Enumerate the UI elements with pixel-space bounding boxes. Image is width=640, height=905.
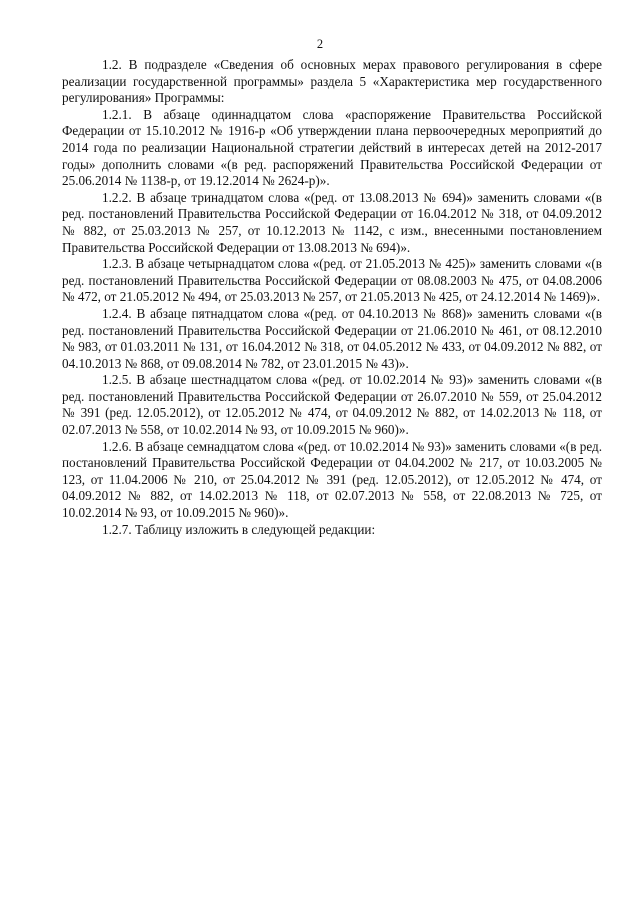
paragraph-1-2-7: 1.2.7. Таблицу изложить в следующей редакции: <box>102 521 376 537</box>
paragraph-1-2-2: 1.2.2. В абзаце тринадцатом слова «(ред. от 13.08.2013 № 694)» заменить словами «(в ред. постановлений Правительства Российской Федерации от 16.04.2012 № 318, от 04.09.2012 № 882, от 25.03.2013 № 257, от 10.12.2013 № 1142, с изм., внесенными постановлением Правительства Российской Федерации от 13.08.2013 № 694)». <box>62 189 602 255</box>
paragraph-1-2-6: 1.2.6. В абзаце семнадцатом слова «(ред. от 10.02.2014 № 93)» заменить словами «(в ред. постановлений Правительства Российской Федерации от 04.04.2002 № 217, от 10.03.2005 № 123, от 11.04.2006 № 210, от 25.04.2012 № 391 (ред. 12.05.2012), от 12.05.2012 № 474, от 04.09.2012 № 882, от 14.02.2013 № 118, от 02.07.2013 № 558, от 22.08.2013 № 725, от 10.02.2014 № 93, от 10.09.2015 № 960)». <box>62 438 603 521</box>
document-body <box>62 57 602 538</box>
paragraph-1-2: 1.2. В подразделе «Сведения об основных мерах правового регулирования в сфере реализации государственной программы» раздела 5 «Характеристика мер государственного регулирования» Программы: <box>62 57 602 106</box>
paragraph-1-2-4: 1.2.4. В абзаце пятнадцатом слова «(ред. от 04.10.2013 № 868)» заменить словами «(в ред. постановлений Правительства Российской Федерации от 21.06.2010 № 461, от 08.12.2010 № 983, от 01.03.2011 № 131, от 16.04.2012 № 318, от 04.05.2012 № 433, от 04.09.2012 № 882, от 04.10.2013 № 868, от 09.08.2014 № 782, от 23.01.2015 № 43)». <box>62 305 602 371</box>
paragraph-1-2-3: 1.2.3. В абзаце четырнадцатом слова «(ред. от 21.05.2013 № 425)» заменить словами «(в ред. постановлений Правительства Российской Федерации от 08.08.2003 № 475, от 04.08.2006 № 472, от 21.05.2012 № 494, от 25.03.2013 № 257, от 21.05.2013 № 425, от 24.12.2014 № 1469)». <box>62 256 602 305</box>
paragraph-1-2-1: 1.2.1. В абзаце одиннадцатом слова «распоряжение Правительства Российской Федерации от 15.10.2012 № 1916-р «Об утверждении плана первоочередных мероприятий до 2014 года по реализации Национальной стратегии действий в интересах детей на 2012-2017 годы» дополнить словами «(в ред. распоряжений Правительства Российской Федерации от 25.06.2014 № 1138-р, от 19.12.2014 № 2624-р)». <box>62 106 602 189</box>
paragraph-1-2-5: 1.2.5. В абзаце шестнадцатом слова «(ред. от 10.02.2014 № 93)» заменить словами «(в ред. постановлений Правительства Российской Федерации от 26.07.2010 № 559, от 25.04.2012 № 391 (ред. 12.05.2012), от 12.05.2012 № 474, от 04.09.2012 № 882, от 14.02.2013 № 118, от 02.07.2013 № 558, от 10.02.2014 № 93, от 10.09.2015 № 960)». <box>62 372 602 438</box>
page-number: 2 <box>316 37 324 51</box>
